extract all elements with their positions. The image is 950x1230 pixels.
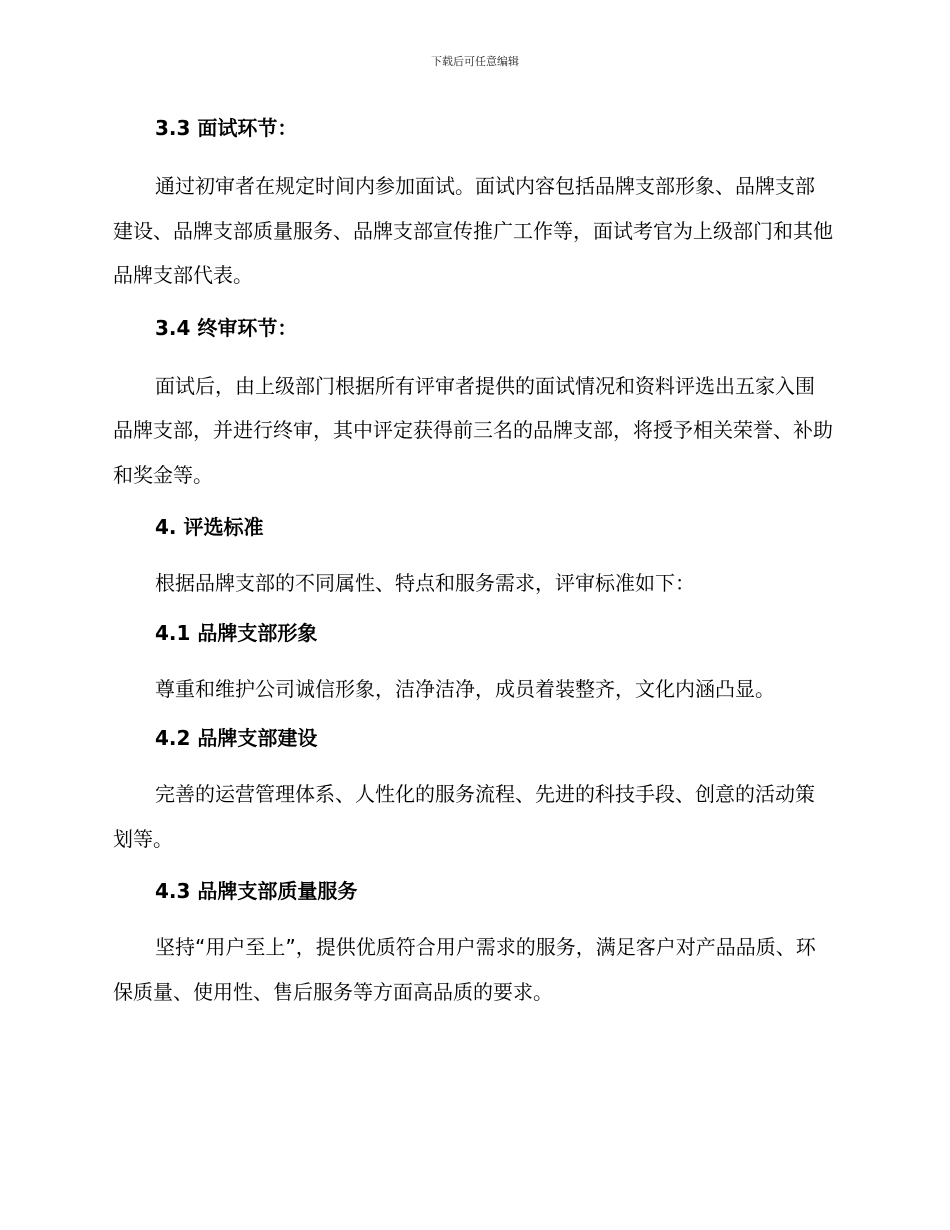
section-heading-4-2: 4.2 品牌支部建设 (155, 726, 318, 750)
section-paragraph-3-3: 通过初审者在规定时间内参加面试。面试内容包括品牌支部形象、品牌支部建设、品牌支部质量服务、品牌支部宣传推广工作等，面试考官为上级部门和其他品牌支部代表。 (113, 174, 833, 287)
document-body (113, 110, 833, 1014)
section-paragraph-4-2: 完善的运营管理体系、人性化的服务流程、先进的科技手段、创意的活动策划等。 (113, 782, 815, 851)
section-heading-4-1: 4.1 品牌支部形象 (155, 620, 318, 645)
section-heading-4: 4. 评选标准 (155, 515, 264, 539)
section-paragraph-4-3: 坚持“用户至上”，提供优质符合用户需求的服务，满足客户对产品品质、环保质量、使用性、售后服务等方面高品质的要求。 (113, 935, 816, 1004)
section-paragraph-3-4: 面试后，由上级部门根据所有评审者提供的面试情况和资料评选出五家入围品牌支部，并进行终审，其中评定获得前三名的品牌支部，将授予相关荣誉、补助和奖金等。 (113, 373, 833, 487)
section-heading-3-4: 3.4 终审环节： (155, 315, 298, 340)
section-heading-4-3: 4.3 品牌支部质量服务 (155, 879, 358, 903)
page-header-note: 下载后可任意编辑 (431, 55, 519, 68)
section-paragraph-4-1: 尊重和维护公司诚信形象，洁净洁净，成员着装整齐，文化内涵凸显。 (155, 676, 775, 701)
section-heading-3-3: 3.3 面试环节： (155, 116, 298, 140)
section-paragraph-4: 根据品牌支部的不同属性、特点和服务需求，评审标准如下： (155, 571, 695, 595)
